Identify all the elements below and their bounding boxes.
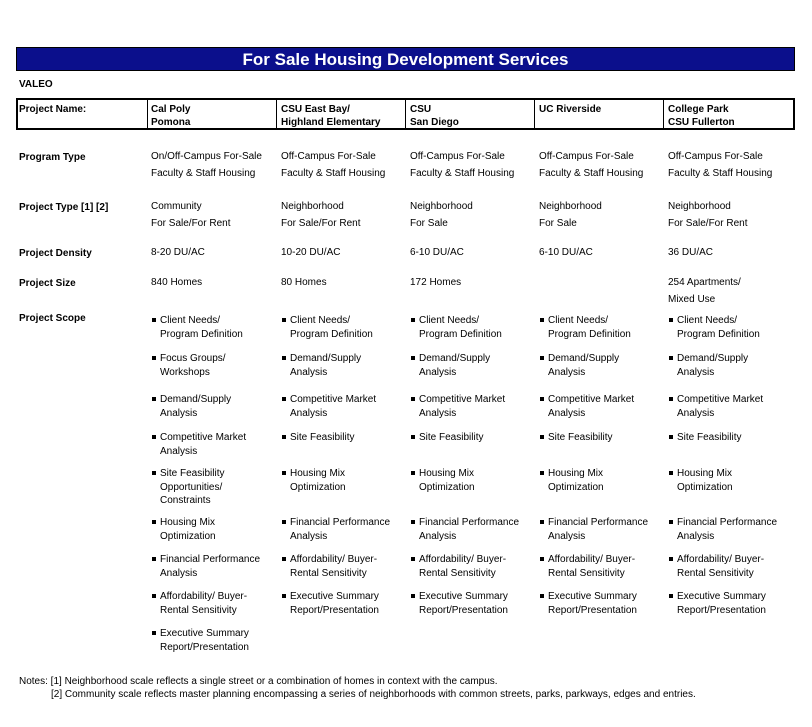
project-name-header: Cal Poly Pomona (151, 104, 191, 128)
column-divider (147, 98, 148, 130)
scope-item: Site Feasibility (290, 432, 355, 443)
scope-item: Housing Mix Optimization (419, 468, 475, 493)
scope-item: Site Feasibility Opportunities/ Constraints (160, 468, 225, 506)
project-name-header: UC Riverside (539, 104, 602, 115)
project-type-value: Neighborhood For Sale (539, 201, 602, 229)
scope-item: Demand/Supply Analysis (290, 353, 362, 378)
scope-item: Demand/Supply Analysis (548, 353, 620, 378)
project-size-value: 840 Homes (151, 277, 203, 288)
scope-item: Focus Groups/ Workshops (160, 353, 226, 378)
scope-item: Affordability/ Buyer- Rental Sensitivity (677, 554, 765, 579)
project-name-header: CSU East Bay/ Highland Elementary (281, 104, 381, 128)
project-density-value: 10-20 DU/AC (281, 247, 341, 258)
project-name-label: Project Name: (19, 104, 87, 115)
company-name: VALEO (19, 79, 53, 90)
project-type-value: Neighborhood For Sale/For Rent (281, 201, 361, 229)
column-divider (405, 98, 406, 130)
column-divider (663, 98, 664, 130)
scope-item: Competitive Market Analysis (677, 394, 764, 419)
scope-item: Site Feasibility (677, 432, 742, 443)
scope-item: Housing Mix Optimization (160, 517, 216, 542)
program-type-label: Program Type (19, 152, 86, 163)
project-type-value: Neighborhood For Sale/For Rent (668, 201, 748, 229)
scope-item: Competitive Market Analysis (160, 432, 247, 457)
scope-item: Client Needs/ Program Definition (548, 315, 631, 340)
scope-item: Executive Summary Report/Presentation (160, 628, 249, 653)
column-divider (276, 98, 277, 130)
program-type-value: Off-Campus For-Sale Faculty & Staff Housing (539, 151, 644, 179)
scope-item: Housing Mix Optimization (548, 468, 604, 493)
scope-item: Affordability/ Buyer- Rental Sensitivity (160, 591, 248, 616)
column-divider (534, 98, 535, 130)
scope-item: Affordability/ Buyer- Rental Sensitivity (419, 554, 507, 579)
project-name-header: College Park CSU Fullerton (668, 104, 735, 128)
note-2: [2] Community scale reflects master planning encompassing a series of neighborhoods with common streets, parks, parkways, edges and entries. (51, 689, 696, 700)
page-title: For Sale Housing Development Services (16, 47, 795, 71)
program-type-value: Off-Campus For-Sale Faculty & Staff Housing (410, 151, 515, 179)
project-density-value: 6-10 DU/AC (410, 247, 464, 258)
scope-item: Financial Performance Analysis (290, 517, 391, 542)
scope-item: Client Needs/ Program Definition (677, 315, 760, 340)
project-size-label: Project Size (19, 278, 76, 289)
project-size-value: 80 Homes (281, 277, 327, 288)
scope-item: Housing Mix Optimization (677, 468, 733, 493)
scope-item: Executive Summary Report/Presentation (677, 591, 766, 616)
scope-item: Affordability/ Buyer- Rental Sensitivity (290, 554, 378, 579)
scope-item: Financial Performance Analysis (419, 517, 520, 542)
scope-item: Financial Performance Analysis (548, 517, 649, 542)
scope-item: Housing Mix Optimization (290, 468, 346, 493)
scope-item: Financial Performance Analysis (677, 517, 778, 542)
project-type-label: Project Type [1] [2] (19, 202, 109, 213)
scope-item: Client Needs/ Program Definition (160, 315, 243, 340)
project-type-value: Community For Sale/For Rent (151, 201, 231, 229)
scope-item: Demand/Supply Analysis (160, 394, 232, 419)
project-name-header: CSU San Diego (410, 104, 459, 128)
project-size-value: 172 Homes (410, 277, 462, 288)
project-size-value: 254 Apartments/ Mixed Use (668, 277, 741, 305)
scope-item: Client Needs/ Program Definition (419, 315, 502, 340)
scope-item: Demand/Supply Analysis (677, 353, 749, 378)
project-density-value: 6-10 DU/AC (539, 247, 593, 258)
scope-item: Competitive Market Analysis (290, 394, 377, 419)
project-scope-label: Project Scope (19, 313, 86, 324)
scope-item: Site Feasibility (548, 432, 613, 443)
program-type-value: Off-Campus For-Sale Faculty & Staff Housing (281, 151, 386, 179)
scope-item: Site Feasibility (419, 432, 484, 443)
scope-item: Competitive Market Analysis (419, 394, 506, 419)
scope-item: Executive Summary Report/Presentation (548, 591, 637, 616)
scope-item: Executive Summary Report/Presentation (290, 591, 379, 616)
scope-item: Competitive Market Analysis (548, 394, 635, 419)
project-density-label: Project Density (19, 248, 92, 259)
scope-item: Affordability/ Buyer- Rental Sensitivity (548, 554, 636, 579)
project-density-value: 36 DU/AC (668, 247, 714, 258)
project-density-value: 8-20 DU/AC (151, 247, 205, 258)
scope-item: Demand/Supply Analysis (419, 353, 491, 378)
program-type-value: Off-Campus For-Sale Faculty & Staff Housing (668, 151, 773, 179)
scope-item: Client Needs/ Program Definition (290, 315, 373, 340)
scope-item: Executive Summary Report/Presentation (419, 591, 508, 616)
note-1: Notes: [1] Neighborhood scale reflects a single street or a combination of homes in context with the campus. (19, 676, 498, 687)
program-type-value: On/Off-Campus For-Sale Faculty & Staff Housing (151, 151, 262, 179)
scope-item: Financial Performance Analysis (160, 554, 261, 579)
project-type-value: Neighborhood For Sale (410, 201, 473, 229)
